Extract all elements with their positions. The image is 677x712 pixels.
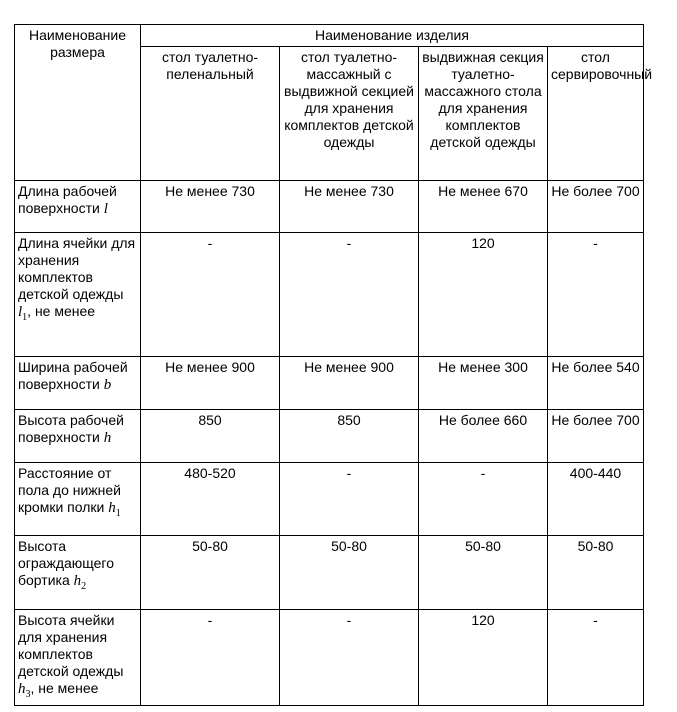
dimension-symbol: b [103, 377, 112, 393]
table-row [15, 610, 644, 706]
row-label [15, 463, 141, 536]
dimensions-table [14, 24, 653, 706]
value-cell-2: - [280, 233, 419, 357]
value-cell-2: Не менее 900 [280, 357, 419, 410]
table-row [15, 536, 644, 610]
dimension-symbol: l [103, 201, 108, 217]
value-cell-4: 50-80 [548, 536, 644, 610]
table-row [15, 410, 644, 463]
value-cell-3: 50-80 [419, 536, 548, 610]
row-label [15, 233, 141, 357]
row-label-suffix: , не менее [27, 303, 96, 319]
value-cell-1: - [141, 233, 280, 357]
table-row [15, 463, 644, 536]
product-name-header: Наименование изделия [141, 25, 644, 47]
col-header-3: выдвижная секция туалетно-массажного стола для хранения комплектов детской одежды [419, 47, 548, 181]
value-cell-3: - [419, 463, 548, 536]
row-label-text: Высота ограждающего бортика [18, 538, 115, 588]
col-header-2: стол туалетно-массажный с выдвижной секцией для хранения комплектов детской одежды [280, 47, 419, 181]
value-cell-1: 850 [141, 410, 280, 463]
value-cell-3: Не более 660 [419, 410, 548, 463]
dimension-symbol: $l_1$ [18, 304, 28, 323]
col-header-4: стол сервировочный [548, 47, 644, 181]
row-label-suffix: , не менее [30, 680, 99, 696]
value-cell-4: - [548, 233, 644, 357]
row-label-text: Длина ячейки для хранения комплектов детской одежды [18, 235, 136, 302]
value-cell-2: 850 [280, 410, 419, 463]
size-name-header: Наименование размера [15, 25, 141, 181]
row-label-text: Высота ячейки для хранения комплектов детской одежды [18, 612, 124, 679]
value-cell-4: Не более 700 [548, 181, 644, 233]
value-cell-3: Не менее 670 [419, 181, 548, 233]
col-header-1: стол туалетно-пеленальный [141, 47, 280, 181]
value-cell-3: 120 [419, 610, 548, 706]
dimension-symbol: h [103, 430, 112, 446]
value-cell-1: Не менее 900 [141, 357, 280, 410]
value-cell-3: Не менее 300 [419, 357, 548, 410]
row-label [15, 410, 141, 463]
row-label-text: Расстояние от пола до нижней кромки полки [18, 465, 122, 515]
value-cell-4: - [548, 610, 644, 706]
value-cell-2: 50-80 [280, 536, 419, 610]
value-cell-2: - [280, 463, 419, 536]
row-label-text: Высота рабочей поверхности [18, 412, 124, 445]
row-label-text: Ширина рабочей поверхности [18, 359, 128, 392]
value-cell-2: Не менее 730 [280, 181, 419, 233]
value-cell-1: 50-80 [141, 536, 280, 610]
value-cell-4: Не более 700 [548, 410, 644, 463]
row-label [15, 181, 141, 233]
table-row [15, 181, 644, 233]
dimension-symbol: $h_1$ [108, 500, 121, 519]
row-label-text: Длина рабочей поверхности [18, 183, 117, 216]
table-row [15, 357, 644, 410]
table-row [15, 233, 644, 357]
row-label [15, 357, 141, 410]
value-cell-4: Не более 540 [548, 357, 644, 410]
value-cell-1: - [141, 610, 280, 706]
value-cell-3: 120 [419, 233, 548, 357]
dimension-symbol: $h_3$ [18, 681, 31, 700]
value-cell-1: Не менее 730 [141, 181, 280, 233]
row-label [15, 536, 141, 610]
value-cell-4: 400-440 [548, 463, 644, 536]
value-cell-1: 480-520 [141, 463, 280, 536]
value-cell-2: - [280, 610, 419, 706]
row-label [15, 610, 141, 706]
dimension-symbol: $h_2$ [73, 573, 87, 592]
